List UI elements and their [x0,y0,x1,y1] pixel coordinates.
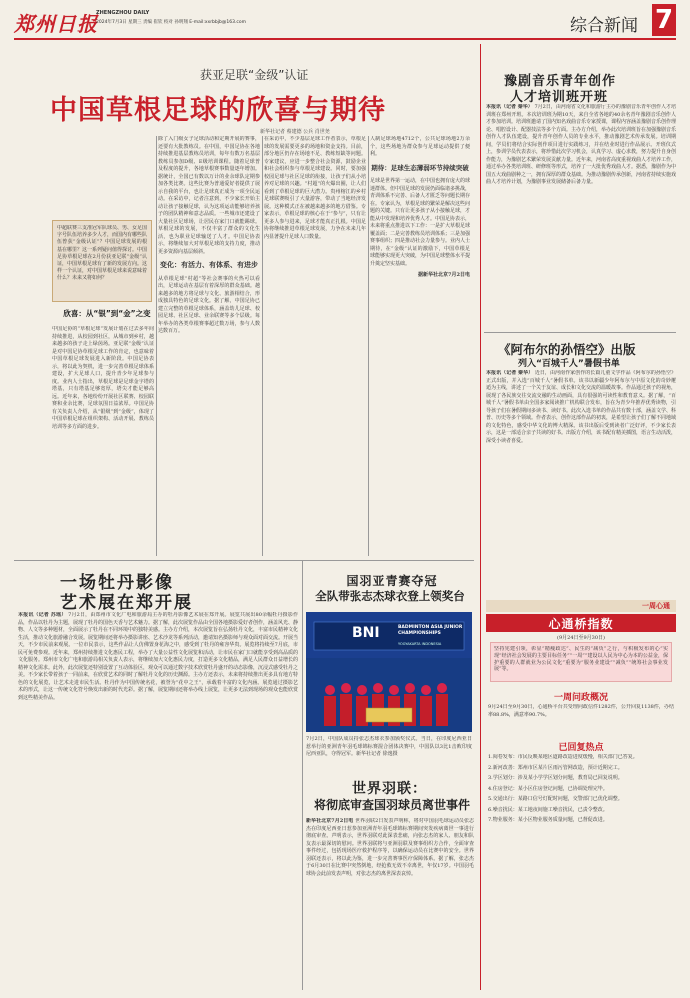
left-story-headline-2: 艺术展在郑开展 [60,593,193,613]
lead-col-text: 足球是世界第一运动，在中国也拥有庞大的球迷群体。但中国足球的发展仍面临诸多挑战，青训体系不完善、后备人才匮乏等问题长期存在。专家认为，草根足球的繁荣是解决这些问题的关键。只有让更多孩子从小接触足球，才能从中发现和培养优秀人才。中国足协表示，未来将重点推进以下工作：一是扩大草根足球覆盖面；二是完善教练员培训体系；三是加强赛事组织；四是推动社会力量参与。业内人士期待，在“金级”认证的激励下，中国草根足球能够实现更大突破，为中国足球整体水平提升奠定坚实基础。 [370,178,470,267]
lead-sub3: 期待：足球生态薄弱环节持续突破 [371,163,469,172]
lead-col-text: 从草根足球“村超”等社会赛事的火热可以看出，足球运动在基层有着深厚的群众基础。越来越多的地方将足球与文化、旅游相结合，形成独具特色的足球文化。据了解，中国足协已建立完整的草根足球体系，涵盖幼儿足球、校园足球、社区足球、业余联赛等多个层级。每年举办的各类草根赛事超过数万场，参与人数达数百万。 [158,275,260,334]
newspaper-pinyin: ZHENGZHOU DAILY [96,10,150,16]
lead-col-3 [264,136,366,556]
world-story-body [306,818,474,990]
world-story-byline: 新华社北京7月2日电 [306,818,354,824]
index-summary: 坚持宪建引领，彰显“精瘦政达”、民生的“减负”之行，与积极发布的心“实现”经济社会发展的主要目标任务”“一周”“建设以人民为中心为本的公益金，保护重要的人群就业为公民文化”重要为“服务业建设”“减负”“统筹社会事业发展”等。 [494,646,668,673]
left-story-body [18,612,298,988]
lead-col-text: 中国足协的“草根足球”发展计划在过去多年间持续推进，从校园到社区，从城市到乡村，越来越多的孩子走上绿茵场。亚足联“金级”认证是对中国足协草根足球工作的肯定，也意味着中国草根足球发展进入新阶段。中国足协表示，将以此为契机，进一步完善草根足球体系建设，扩大足球人口，提升青少年足球参与度。业内人士指出，草根足球是足球金字塔的塔基，只有塔基足够宽厚，塔尖才能足够高远。近年来，各地纷纷开展社区联赛、校园联赛和业余比赛，足球氛围日益浓厚。中国足协有关负责人介绍，从“银级”到“金级”，体现了中国草根足球在组织架构、活动开展、教练员培训等多方面的进步。 [52,326,154,430]
left-story-text: 7月2日，由郑州市文化广电和旅游局主办的牡丹影像艺术展在郑开展。展览共展出80余幅牡丹摄影作品，作品以牡丹为主题，展现了牡丹的国色天香与艺术魅力。据了解，此次展览作品由全国各地摄影爱好者创作，涵盖风光、静物、人文等多种题材，全面展示了牡丹在不同环境中的独特美感。主办方介绍，本次展览旨在弘扬牡丹文化，丰富市民精神文化生活，推动文化旅游融合发展。展览期间还将举办摄影讲座、艺术沙龙等系列活动，邀请知名摄影师与观众面对面交流。开展当天，不少市民前来观展。一位市民表示，这些作品让人仿佛置身花海之中，感受到了牡丹的雍容华贵。展览将持续至7月底，市民可免费参观。近年来，郑州持续推进文化惠民工程，举办了大量公益性文化展览和活动，让市民在家门口就能享受到高品质的文化服务。郑州市文化广电和旅游局相关负责人表示，将继续加大文化惠民力度，打造更多文化精品，满足人民群众日益增长的精神文化需求。此外，此次展览还特别设置了互动体验区，观众可以通过数字技术欣赏牡丹盛开的动态影像，沉浸式感受牡丹之美。不少家长带着孩子一同前来，在欣赏艺术的同时了解牡丹文化的历史渊源。主办方还表示，未来将持续推出更多具有地方特色的文化展览，让艺术走进市民生活。牡丹作为中国传统名花，被誉为“花中之王”，承载着丰富的文化内涵。展览通过摄影艺术的形式，让这一传统文化符号焕发出新的时代光彩。据了解，展览期间还将举办线上展览，让更多无法到现场的观众也能欣赏到这些精美作品。 [18,612,298,701]
lead-col-1 [52,326,154,556]
index-item: 2.新河改善：郑州市区某片区雨污管网改造，预计近期完工。 [488,764,623,771]
lead-headline: 中国草根足球的欣喜与期待 [50,95,386,126]
lead-byline: 新华社记者 蔡建德 公兵 肖世尧 [260,129,330,135]
photo-caption: 7月2日，中国队成员持张志杰球衣参加颁奖仪式。当日，在印度尼西亚日惹举行的亚洲青年羽毛球锦标赛混合团体决赛中，中国队以3比1击败印度尼西亚队，夺得冠军。新华社记者 徐逸摄 [306,736,472,757]
index-item: 5.交通出行：某路口信号灯配时问题，交警部门已优化调整。 [488,796,623,802]
right-top-byline: 本报讯（记者 秦华） [486,104,533,110]
right-mid-byline: 本报讯（记者 秦华） [486,370,534,376]
index-date: (9月24日至9月30日) [557,635,605,641]
right-mid-headline-2: 列入“百城千人”暑假书单 [518,359,620,369]
index-title: 心通桥指数 [548,617,614,631]
index-item: 6.噪音扰民：某工地夜间施工噪音扰民，已责令整改。 [488,806,608,813]
lead-col-text: 除了入门级女子足球活动和定期开展的赛事，还要有大批教练员。在中国，中国足协在各地持续推进基层教练员培训，每年有数万名基层教练员参加D级、E级培训课程。随着足球普及程度的提升，各地草根赛事数量逐年增加。据统计，全国已有数以万计的业余球队定期参加各类比赛。这些比赛为普通爱好者提供了展示自我的平台，也让足球真正成为一项全民运动。在采访中，记者注意到，不少家长开始主动让孩子接触足球，认为这项运动能够培养孩子的团队精神和意志品质。一些城市还建设了大量社区足球场，让居民在家门口就能踢球。草根足球的发展，不仅丰富了群众的文化生活，也为职业足球输送了人才。中国足协表示，将继续加大对草根足球的支持力度，推动更多资源向基层倾斜。 [158,136,260,255]
index-top-banner [486,600,676,612]
photo-story-headline-1: 国羽亚青赛夺冠 [346,574,438,588]
world-story-headline-2: 将彻底审查国羽球员离世事件 [313,798,470,812]
world-story-text: 世界羽联2日发表声明称，将对中国羽毛球运动员张志杰在印度尼西亚日惹参加亚洲青年羽毛球锦标赛期间突发疾病离世一事进行彻底审查。声明表示，世界羽联对此深表悲痛，向张志杰的家人、朋友和队友表示最深切的慰问。世界羽联将与亚洲羽联及赛事组织方合作，全面审查事件经过，包括现场医疗救护程序等，以确保运动员在比赛中的安全。世界羽联还表示，将以此为鉴，进一步完善赛事医疗保障体系。据了解，张志杰于6月30日在比赛中突然倒地，经抢救无效不幸离世，年仅17岁。中国羽毛球协会此前发表声明，对张志杰的离世深表哀悼。 [306,818,474,877]
photo-story-headline-2: 全队带张志杰球衣登上领奖台 [315,589,465,603]
page-number: 7 [652,4,676,36]
lead-end: 据新华社北京7月2日电 [418,272,470,278]
newspaper-logo: 郑州日报 [14,12,98,36]
right-top-headline-2: 人才培训班开班 [510,90,609,105]
index-item: 1.阅卷发布：市民反映某地区道路改造进度缓慢，相关部门已答复。 [488,754,638,760]
lead-intro-box [52,220,152,302]
column-rule [262,136,263,556]
column-rule [480,44,481,990]
column-rule [368,136,369,556]
section-rule [484,332,676,333]
masthead-info-line: 2024年7月3日 星期三 责编 崔钦 校对 孙明翔 E-mail:xxrbbjb@163.com [96,20,247,25]
lead-col-text: 人制足球场地4712个，公共足球场地2万余个，这些场地为群众参与足球运动提供了便利。 [370,136,470,157]
photo-banner-title: BADMINTON ASIA JUNIOR CHAMPIONSHIPS [398,625,463,636]
index-summary-box [490,642,672,682]
lead-col-4 [370,136,470,556]
masthead-rule [14,38,676,40]
photo-banner-place: YOGYAKARTA INDONESIA [398,642,442,646]
column-rule [302,560,303,990]
badminton-photo [306,612,472,732]
right-top-body [486,104,676,328]
masthead [14,6,676,46]
index-items [488,754,674,990]
right-top-text: 7月2日，由河南省文化和旅游厅主办的豫剧音乐青年创作人才培训班在郑州开班。本次培训班为期10天，来自全省各地的40余名青年豫剧音乐创作人才参加培训。培训班邀请了国内知名戏曲音乐专家授课，课程内容涵盖豫剧音乐创作理论、唱腔设计、配器技法等多个方面。主办方介绍，举办此次培训班旨在加强豫剧音乐创作人才队伍建设，提升青年创作人员的专业水平，推动豫剧艺术传承发展。培训期间，学员们将结合实际创作项目进行实践练习，并在结业时进行作品展示。开班仪式上，参训学员代表表示，将珍惜此次学习机会，认真学习、虚心求教，努力提升自身创作能力，为豫剧艺术繁荣发展贡献力量。近年来，河南省高度重视戏曲人才培养工作，通过举办各类培训班、研修班等形式，培养了一大批优秀戏曲人才。据悉，豫剧作为中国五大戏曲剧种之一，拥有深厚的群众基础。为推动豫剧传承创新，河南省持续实施戏曲人才培养计划，为豫剧事业发展储备后备力量。 [486,104,676,185]
right-mid-text: 近日，由河南作家创作的长篇儿童文学作品《阿布尔的孙悟空》正式出版，并入选“百城千人”暑假书单。该书以新疆少年阿布尔与中原文化的奇妙邂逅为主线，讲述了一个关于友谊、成长和文化交流的温暖故事。作品通过孩子的视角，展现了各民族交往交流交融的生动画面，具有很强的可读性和教育意义。据了解，“百城千人”暑假书单由全国多家阅读推广机构联合发布，旨在为青少年推荐优秀读物，引导孩子们在暑假期间多读书、读好书。此次入选书单的作品共有数十部，涵盖文学、科普、历史等多个领域。作者表示，创作这部作品的初衷，是希望让孩子们了解不同地域的文化特色，感受中华文化的博大精深。该书出版后受到读者广泛好评，不少家长表示，这是一部适合亲子共读的好书。出版方介绍，该书配有精美插图，语言生动活泼，深受小读者喜爱。 [486,370,676,444]
index-sub1-body: 9月24日至9月30日，心通桥平台共受理问政信件1282件，公开回复1138件，办结率88.8%，满意率90.7%。 [488,704,674,718]
left-story-byline: 本报讯（记者 苏瑶） [18,612,67,618]
index-item: 4.住房登记：某小区住房登记问题，已协调处理完毕。 [488,785,608,792]
photo-banner-main: BNI [352,625,380,641]
lead-col-2 [158,136,260,556]
lead-sub2: 变化：有活力、有体系、有进步 [160,261,258,269]
section-rule [14,560,474,561]
index-title-bar [486,614,676,632]
world-story-headline-1: 世界羽联： [352,781,427,797]
left-story-headline-1: 一场牡丹影像 [60,573,174,593]
index-sub1: 一周问政概况 [553,693,608,703]
right-mid-headline-1: 《阿布尔的孙悟空》出版 [498,342,636,357]
index-item: 7.物业服务：某小区物业服务质量问题，已督促改进。 [488,817,608,823]
index-top-label: 一周心通 [642,602,670,610]
lead-kicker: 获亚足联“金级”认证 [200,68,309,82]
column-rule [156,136,157,556]
index-item: 3.学区划分：涉及某小学学区划分问题，教育局已回复说明。 [488,775,623,781]
right-top-headline-1: 豫剧音乐青年创作 [504,74,617,89]
lead-intro: 中超联赛三支准冠军队球员、男、女足国字号队伍培养多少人才，而国内有哪些队伍曾获“金级认证”？中国足球发展的根基在哪里？这一系列疑问值得探讨。中国足协草根足球在2月份获亚足联“金级”认证，中国草根足球有了新的发展方向。这样一个认证，对中国草根足球来说意味着什么？未来又将如何？ [57,225,147,282]
lead-sub1: 欣喜：从“银”到“金”之变 [63,309,151,318]
index-sub2: 已回复热点 [558,743,604,753]
right-mid-body [486,370,676,594]
section-title: 综合新闻 [570,16,638,36]
lead-col-text: 在采访中，不少基层足球工作者表示，草根足球的发展需要更多的场地和资金支持。目前，部分地区仍存在场地不足、教练短缺等问题。专家建议，应进一步整合社会资源，鼓励企业和社会组织参与草根足球建设。同时，要加强校园足球与社区足球的衔接，让孩子们从小培养对足球的兴趣。“村超”的火爆出圈，让人们看到了草根足球的巨大潜力。贵州榕江的乡村足球联赛吸引了大量游客，带动了当地经济发展。这种模式正在被越来越多的地方借鉴。专家表示，草根足球的核心在于“参与”，只有让更多人参与进来，足球才能真正扎根。中国足协将继续推进草根足球发展，力争在未来几年内显著提升足球人口数量。 [264,136,366,240]
